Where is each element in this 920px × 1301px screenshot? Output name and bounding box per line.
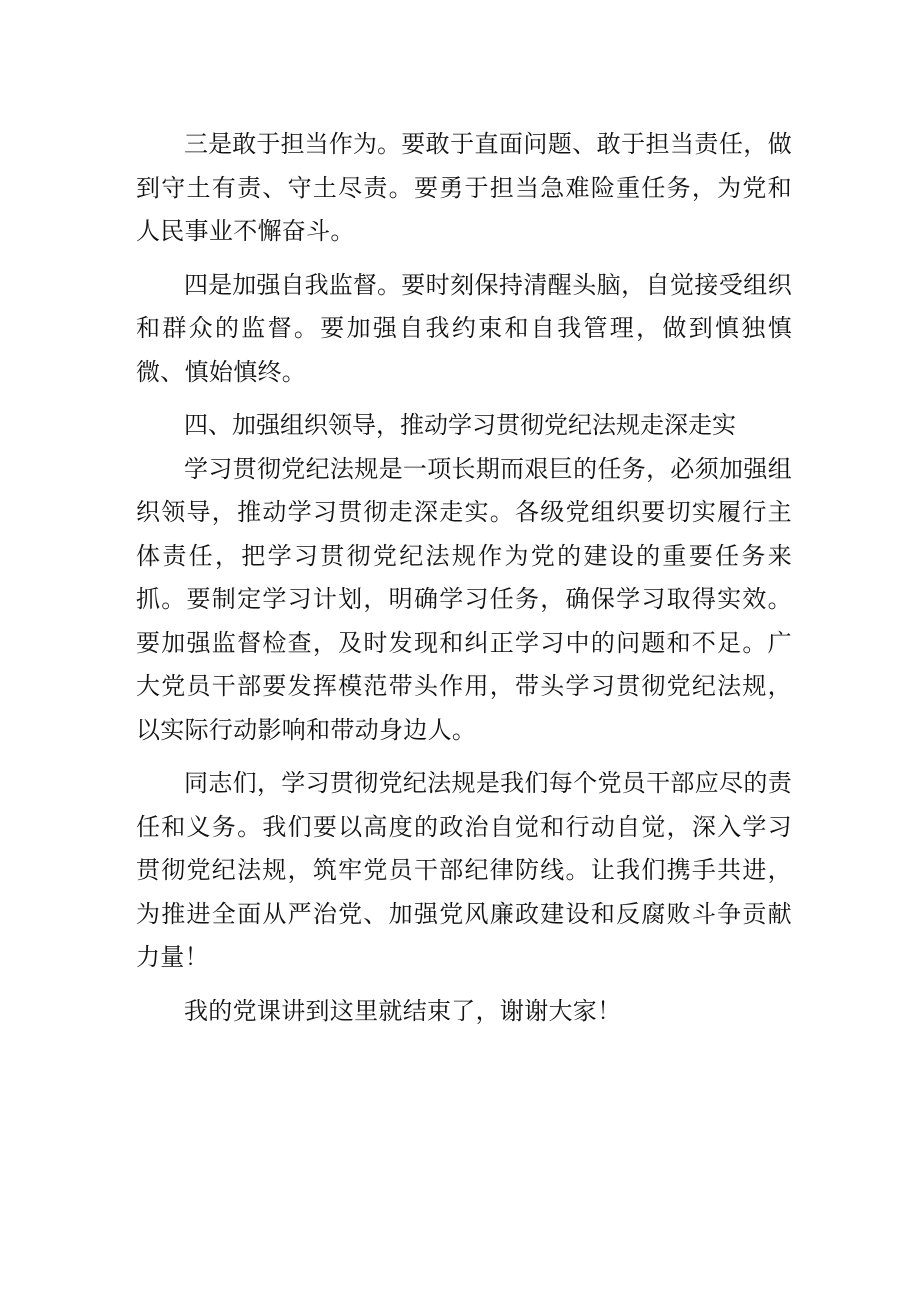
document-page [136, 123, 792, 1033]
paragraph-body: 要敢于直面问题、敢于担当责任，做到守土有责、守土尽责。要勇于担当急难险重任务，为党和人民事业不懈奋斗。 [136, 130, 792, 245]
paragraph-body: 要时刻保持清醒头脑，自觉接受组织和群众的监督。要加强自我约束和自我管理，做到慎独慎微、慎始慎终。 [136, 270, 792, 386]
paragraph-closing: 我的党课讲到这里就结束了，谢谢大家！ [184, 996, 622, 1025]
section-heading: 四、加强组织领导，推动学习贯彻党纪法规走深走实 [184, 411, 736, 439]
paragraph-self-supervision [136, 264, 792, 395]
paragraph-comrades: 同志们，学习贯彻党纪法规是我们每个党员干部应尽的责任和义务。我们要以高度的政治自觉和行动自觉，深入学习贯彻党纪法规，筑牢党员干部纪律防线。让我们携手共进，为推进全面从严治党、加强党风廉政建设和反腐败斗争贡献力量！ [136, 769, 792, 971]
paragraph-dare-to-take-responsibility [136, 123, 792, 254]
paragraph-lead: 四是加强自我监督。 [184, 270, 402, 299]
paragraph-lead: 三是敢于担当作为。 [184, 130, 402, 158]
paragraph-organizational-leadership: 学习贯彻党纪法规是一项长期而艰巨的任务，必须加强组织领导，推动学习贯彻走深走实。各级党组织要切实履行主体责任，把学习贯彻党纪法规作为党的建设的重要任务来抓。要制定学习计划，明确学习任务，确保学习取得实效。要加强监督检查，及时发现和纠正学习中的问题和不足。广大党员干部要发挥模范带头作用，带头学习贯彻党纪法规，以实际行动影响和带动身边人。 [136, 454, 792, 744]
